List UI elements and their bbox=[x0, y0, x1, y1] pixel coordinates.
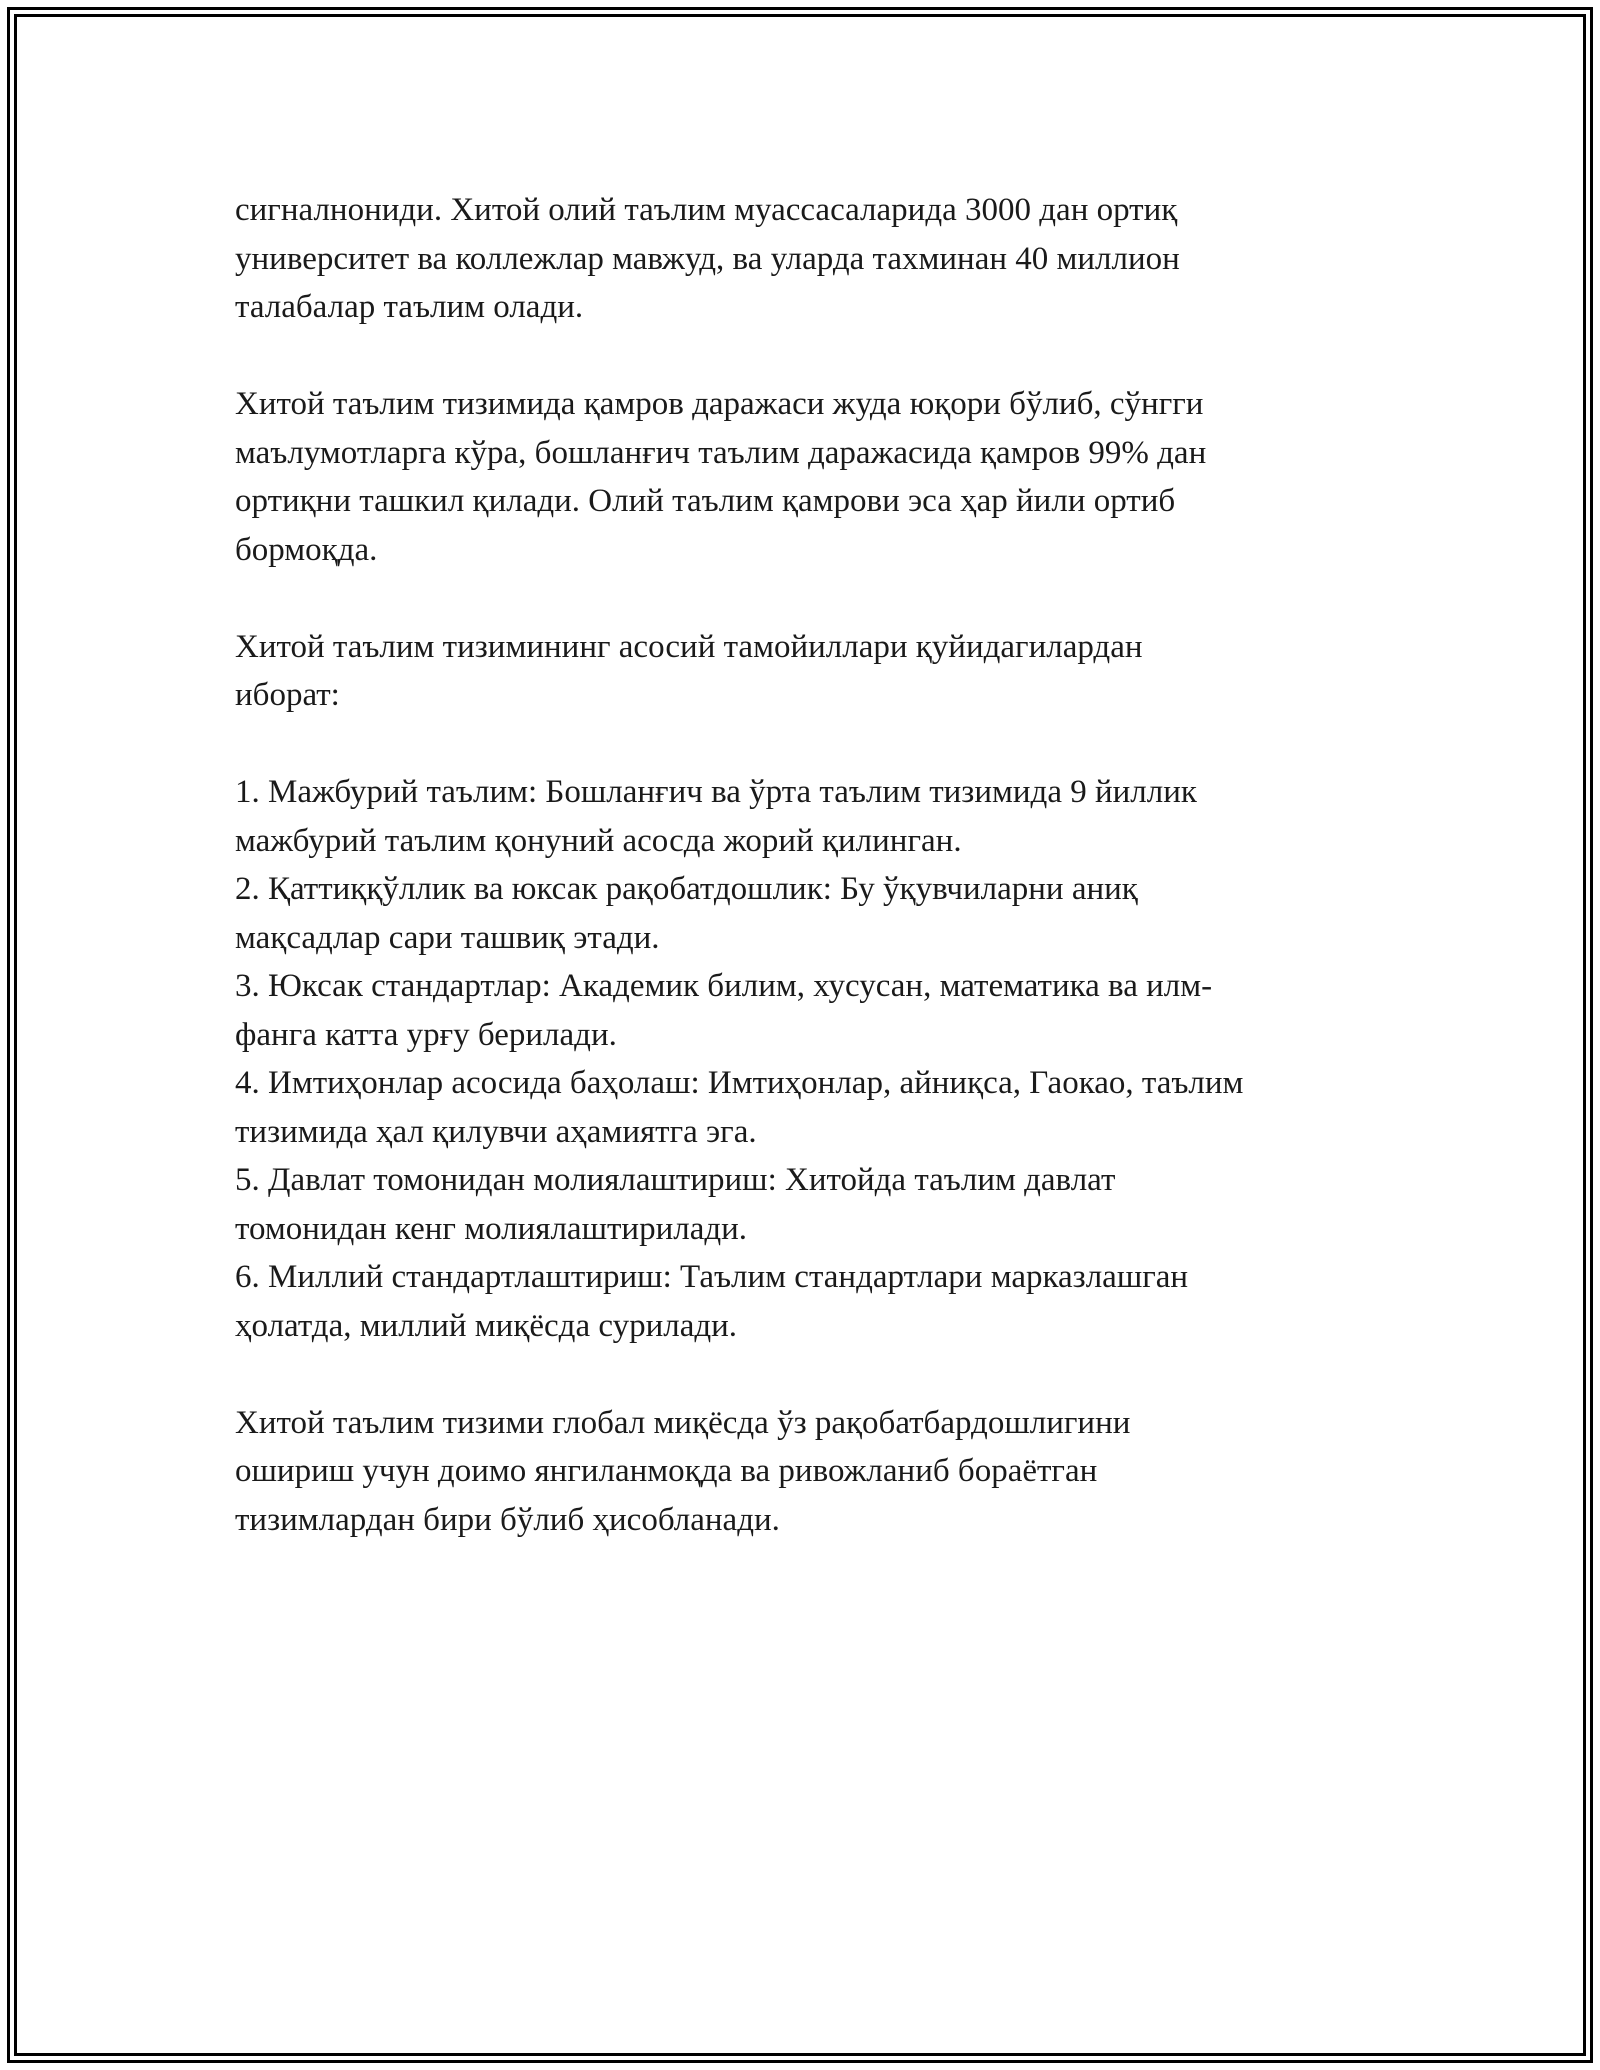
list-item: 1. Мажбурий таълим: Бошланғич ва ўрта таълим тизимида 9 йиллик мажбурий таълим қонуний асосда жорий қилинган. bbox=[235, 774, 1197, 859]
list-item: 4. Имтиҳонлар асосида баҳолаш: Имтиҳонлар, айниқса, Гаокао, таълим тизимида ҳал қилувчи аҳамиятга эга. bbox=[235, 1065, 1244, 1150]
document-body bbox=[235, 186, 1375, 1544]
list-item: 2. Қаттиққўллик ва юксак рақобатдошлик: Бу ўқувчиларни аниқ мақсадлар сари ташвиқ этади. bbox=[235, 871, 1138, 956]
list-item: 6. Миллий стандартлаштириш: Таълим стандартлари марказлашган ҳолатда, миллий миқёсда сурилади. bbox=[235, 1259, 1189, 1344]
paragraph-coverage: Хитой таълим тизимида қамров даражаси жуда юқори бўлиб, сўнгги маълумотларга кўра, бошланғич таълим даражасида қамров 99% дан ортиқни ташкил қилади. Олий таълим қамрови эса ҳар йили ортиб бормоқда. bbox=[235, 386, 1207, 568]
list-item: 5. Давлат томонидан молиялаштириш: Хитойда таълим давлат томонидан кенг молиялаштирилади. bbox=[235, 1162, 1116, 1247]
paragraph-spacer bbox=[235, 1350, 1375, 1399]
paragraph-intro: сигналнониди. Хитой олий таълим муассасаларида 3000 дан ортиқ университет ва коллежлар мавжуд, ва уларда тахминан 40 миллион талабалар таълим олади. bbox=[235, 192, 1180, 325]
principles-list bbox=[235, 768, 1375, 1350]
paragraph-principles-heading: Хитой таълим тизимининг асосий тамойиллари қуйидагилардан иборат: bbox=[235, 628, 1143, 713]
paragraph-closing: Хитой таълим тизими глобал миқёсда ўз рақобатбардошлигини ошириш учун доимо янгиланмоқда ва ривожланиб бораётган тизимлардан бири бўлиб ҳисобланади. bbox=[235, 1404, 1131, 1538]
paragraph-spacer bbox=[235, 574, 1375, 623]
paragraph-spacer bbox=[235, 332, 1375, 381]
paragraph-spacer bbox=[235, 720, 1375, 769]
list-item: 3. Юксак стандартлар: Академик билим, хусусан, математика ва илм- фанга катта урғу берилади. bbox=[235, 968, 1213, 1053]
